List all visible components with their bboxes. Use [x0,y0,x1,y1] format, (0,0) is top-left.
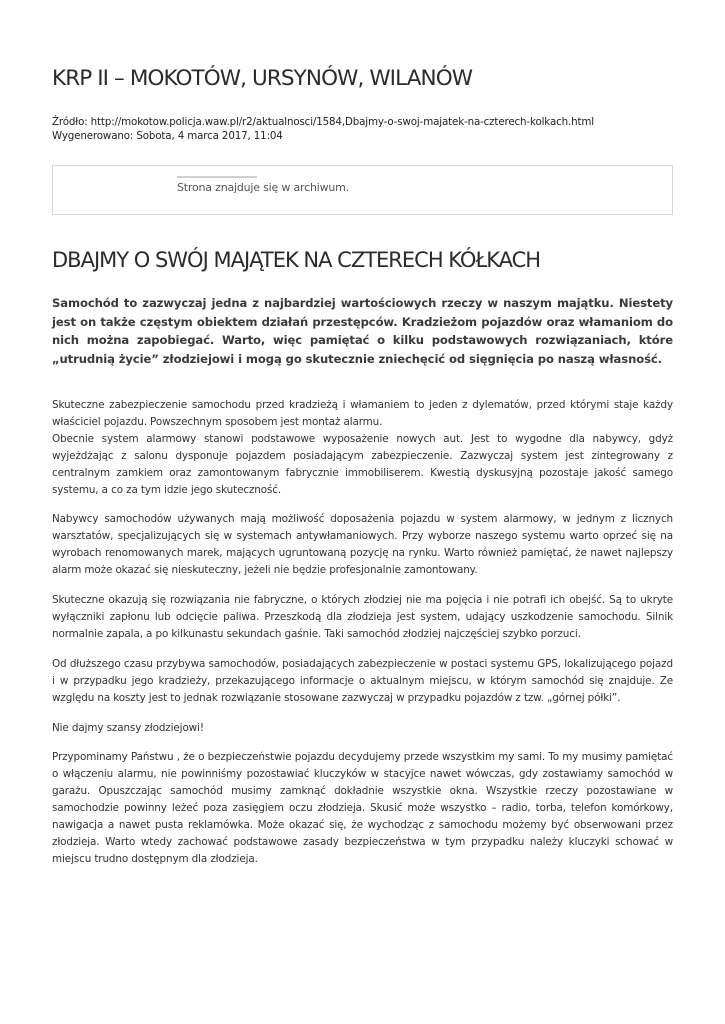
notice-divider [177,176,257,178]
article-paragraph: Nie dajmy szansy złodziejowi! [52,721,204,734]
source-url: Źródło: http://mokotow.policja.waw.pl/r2/aktualnosci/1584,Dbajmy-o-swoj-majatek-na-czterech-kolkach.html [52,116,594,128]
article-paragraph: Nabywcy samochodów używanych mają możliwość doposażenia pojazdu w system alarmowy, w jednym z licznych warsztatów, specjalizujących się w systemach antywłamaniowych. Przy wyborze naszego systemu warto oprzeć się na wyrobach renomowanych marek, mających ugruntowaną pozycję na rynku. Warto również pamiętać, że nawet najlepszy alarm może okazać się nieskuteczny, jeżeli nie będzie profesjonalnie zamontowany. [52,513,673,577]
archive-notice [52,165,673,215]
article-title: DBAJMY O SWÓJ MAJĄTEK NA CZTERECH KÓŁKACH [52,248,541,272]
generated-date: Wygenerowano: Sobota, 4 marca 2017, 11:04 [52,130,283,142]
article-paragraph: Przypominamy Państwu , że o bezpieczeństwie pojazdu decydujemy przede wszystkim my sami. To my musimy pamiętać o włączeniu alarmu, nie powinniśmy pozostawiać kluczyków w stacyjce nawet wówczas, gdy zostawiamy samochód w garażu. Opuszczając samochód musimy zamknąć dokładnie wszystkie okna. Wszystkie rzeczy pozostawiane w samochodzie powinny leżeć poza zasięgiem oczu złodzieja. Skusić może wszystko – radio, torba, telefon komórkowy, nawigacja a nawet pusta reklamówka. Może okazać się, że wychodząc z samochodu możemy być obserwowani przez złodzieja. Warto wtedy zachować podstawowe zasady bezpieczeństwa w tym przypadku należy kluczyki schować w miejscu trudno dostępnym dla złodzieja. [52,751,673,865]
article-paragraph: Skuteczne okazują się rozwiązania nie fabryczne, o których złodziej nie ma pojęcia i nie potrafi ich obejść. Są to ukryte wyłączniki zapłonu lub odcięcie paliwa. Przeszkodą dla złodzieja jest system, udający uszkodzenie samochodu. Silnik normalnie zapala, a po kilkunastu sekundach gaśnie. Taki samochód złodziej najczęściej szybko porzuci. [52,594,673,640]
article-lead: Samochód to zazwyczaj jedna z najbardziej wartościowych rzeczy w naszym majątku. Niestety jest on także częstym obiektem działań przestępców. Kradzieżom pojazdów oraz włamaniom do nich można zapobiegać. Warto, więc pamiętać o kilku podstawowych rozwiązaniach, które „utrudnią życie” złodziejowi i mogą go skutecznie zniechęcić od sięgnięcia po naszą własność. [52,296,673,367]
document-meta [52,115,673,143]
article-paragraph: Obecnie system alarmowy stanowi podstawowe wyposażenie nowych aut. Jest to wygodne dla nabywcy, gdyż wyjeżdżając z salonu dysponuje pojazdem posiadającym zabezpieczenie. Zazwyczaj system jest zintegrowany z centralnym zamkiem oraz zamontowanym fabrycznie immobiliserem. Kwestią dyskusyjną pozostaje jakość samego systemu, a co za tym idzie jego skuteczność. [52,432,673,496]
article-paragraph: Od dłuższego czasu przybywa samochodów, posiadających zabezpieczenie w postaci systemu GPS, lokalizującego pojazd i w przypadku jego kradzieży, przekazującego informacje o aktualnym miejscu, w którym samochód się znajduje. Ze względu na koszty jest to jednak rozwiązanie stosowane zazwyczaj w przypadku pojazdów z tzw. „górnej półki”. [52,657,673,704]
article-body [52,397,673,881]
article-paragraph: Skuteczne zabezpieczenie samochodu przed kradzieżą i włamaniem to jeden z dylematów, przed którymi staje każdy właściciel pojazdu. Powszechnym sposobem jest montaż alarmu. [52,399,673,428]
archive-notice-text: Strona znajduje się w archiwum. [177,181,349,194]
site-title: KRP II – MOKOTÓW, URSYNÓW, WILANÓW [52,66,473,91]
